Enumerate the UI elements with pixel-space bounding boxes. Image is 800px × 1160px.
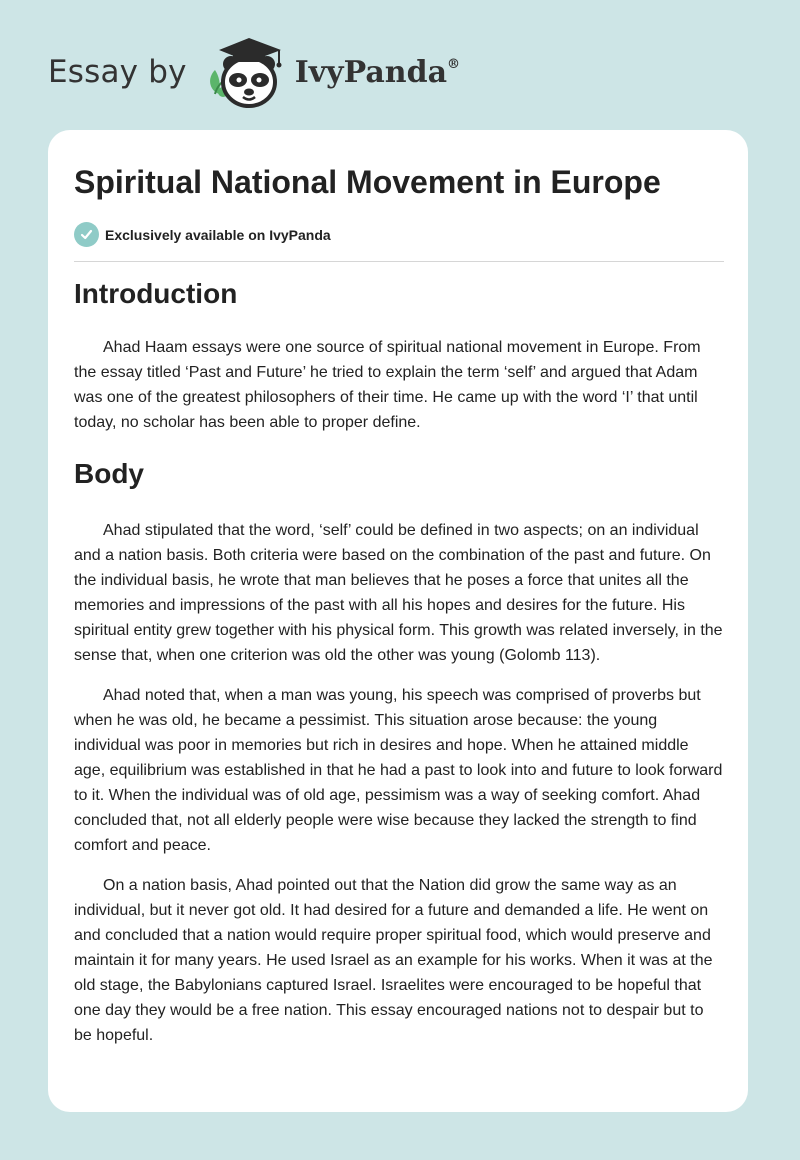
- essay-content: [74, 278, 724, 1048]
- check-icon: [74, 222, 99, 247]
- paragraph: On a nation basis, Ahad pointed out that the Nation did grow the same way as an individual, but it never got old. It had desired for a future and demanded a life. He went on and concluded that a nation would require proper spiritual food, which would preserve and maintain it for many years. He used Israel as an example for his works. When it was at the old stage, the Babylonians captured Israel. Israelites were encouraged to be hopeful that one day they would be a free nation. This essay encouraged nations not to despair but to be hopeful.: [74, 877, 713, 1044]
- paragraph: Ahad stipulated that the word, ‘self’ could be defined in two aspects; on an individual and a nation basis. Both criteria were based on the combination of the past and future. On the individual basis, he wrote that man believes that he poses a force that unites all the memories and impressions of the past with all his hopes and desires for the future. His spiritual entity grew together with his physical form. This growth was related inversely, in the sense that, when one criterion was old the other was young (Golomb 113).: [74, 522, 723, 664]
- essay-card: [48, 130, 748, 1112]
- page-title: Spiritual National Movement in Europe: [74, 164, 661, 200]
- site-header: [48, 34, 460, 110]
- panda-logo-icon[interactable]: [205, 34, 289, 110]
- paragraph: Ahad Haam essays were one source of spiritual national movement in Europe. From the essay titled ‘Past and Future’ he tried to explain the term ‘self’ and argued that Adam was one of the greatest philosophers of their time. He came up with the word ‘I’ that until today, no scholar has been able to proper define.: [74, 339, 701, 431]
- brand-name[interactable]: [295, 55, 460, 90]
- divider: [74, 261, 724, 262]
- badge-label: Exclusively available on IvyPanda: [105, 226, 331, 243]
- registered-mark: ®: [447, 56, 461, 72]
- paragraph: Ahad noted that, when a man was young, his speech was comprised of proverbs but when he was old, he became a pessimist. This situation arose because: the young individual was poor in memories but rich in desires and hope. When he attained middle age, equilibrium was established in that he had a past to look into and future to look forward to it. When the individual was of old age, pessimism was a way of seeking comfort. Ahad concluded that, not all elderly people were wise because they lacked the strength to find comfort and peace.: [74, 687, 723, 854]
- section-heading-introduction: Introduction: [74, 278, 238, 309]
- essay-by-label: Essay by: [48, 54, 187, 90]
- section-heading-body: Body: [74, 458, 144, 489]
- brand-text: IvyPanda: [294, 54, 448, 90]
- exclusive-badge: [74, 222, 331, 247]
